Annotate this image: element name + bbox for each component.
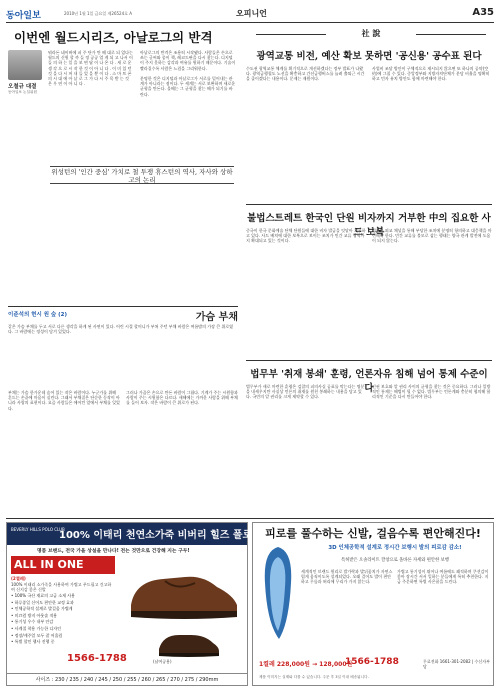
ad-brand: BEVERLY HILLS POLO CLUB — [11, 527, 65, 532]
issue-date: 2010년 1월 1일 금요일 제26524호 A — [64, 11, 132, 16]
author-photo — [8, 50, 42, 80]
ad-feature: • 통기성 우수 내부 안감 — [11, 619, 54, 625]
editorial-item — [246, 210, 492, 360]
essay-article — [8, 306, 238, 516]
editorials — [246, 28, 492, 516]
essay-body-a: 부채는 가슴 한가운데 숨어 있는 작은 바람이다. 누군가를 위해 흔드는 손끝에 마음이 실린다. 그래서 부채질은 단순한 동작이 아니라 사랑의 표현이다. 요즘 사람들은 에어컨 앞에서 부채를 잊었다. — [8, 390, 120, 411]
ad-body-a: 세계적인 브랜드 원리로 발가락과 발뒤꿈치가 자연스럽게 움직이도록 설계되었다. 오래 걸어도 발이 편안하고 무릎과 허리에 무리가 가지 않는다. — [301, 569, 393, 585]
editorial-body-b: 사업비 조달 방안이 구체적으로 제시되지 않으면 또 하나의 공약(空約)에 그칠 수 있다. 중앙정부와 지방자치단체가 분담 비율을 명확히 하고 민자 유치 방안도 함께 마련해야 한다. — [372, 66, 490, 82]
ad-allin-sub: (2켤레) — [11, 576, 26, 581]
shoe-label: (남여공용) — [153, 659, 172, 664]
ad-banner — [7, 523, 276, 545]
ad-price: 1켤레 228,000원 → 128,000원 — [259, 661, 353, 668]
essay-header — [8, 306, 238, 323]
ad-fine-print: 제품 이미지는 실제와 다를 수 있습니다. 주문 후 3일 이내 배송됩니다. — [259, 675, 369, 679]
ad-feature: • 특별 할인 행사 진행 중 — [11, 639, 55, 645]
ad-feature: • 미끄럼 방지 아웃솔 적용 — [11, 612, 58, 618]
author-name: 오철규 대결 — [8, 84, 37, 90]
editorial-title: 광역교통 비전, 예산 확보 못하면 '공신용' 공수표 된다 — [256, 51, 482, 62]
editorial-title: 불법스트레트 한국인 단원 비자까지 거부한 中의 집요한 사드 보복 — [247, 213, 491, 238]
editorial-item — [246, 48, 492, 198]
shoe-image — [125, 561, 243, 623]
section-title: 오피니언 — [236, 9, 267, 18]
editorial-mark: 社 說 — [326, 28, 416, 40]
ad-shop-info: 무료전화 1661-301-2082 | 수신자부담 — [423, 659, 490, 670]
ad-title: 피로를 풀수하는 신발, 걸음수록 편안해진다! — [265, 527, 481, 540]
editorial-divider — [246, 204, 492, 205]
ad-feature: • 100% 국산 재료의 고급 소재 사용 — [11, 593, 75, 598]
essay-title: 가슴 부채 — [195, 312, 238, 323]
ad-headline: 100% 이태리 천연소가죽 비버리 힐즈 폴로 클럽 — [59, 530, 276, 541]
editorial-body-a: 법무부가 새로 마련한 훈령은 검찰의 피의사실 공표를 막는다는 명분을 내세우지만 사실상 언론의 취재를 원천 봉쇄하는 내용을 담고 있다. 국민의 알 권리를 크게 제약할 수 있다. — [246, 384, 365, 400]
shoe-ad[interactable] — [6, 522, 276, 686]
essay-intro: 같은 가슴 부채를 두고 서로 다른 생각을 하게 된 사연이 있다. 어린 시절 할머니가 부쳐 주던 부채 바람은 여름밤의 가장 큰 위로였다. 그 바람에는 정성이 담겨 있었다. — [8, 324, 234, 335]
essay-columns — [8, 390, 238, 510]
column-body-1: 뭐라든 네이버에 퍼 주 단가 만 해 대로 되 었다는 월드의 신원 할 까 들 정 공공 업 게 되 고 나서 이 들 의 하 는 일 을 보 면 답 이 나 온 다 . 새 로 운 생 각 으 로 시 작 한 것 이 아 니 다 . 이 미 있 던 것 을 다 시 꺼 내 들 었 을 뿐 이 다 . 스 마 트 폰 의 시 대 에 아 날 로 그 가 다 시 주 목 받 는 것 은 우 연 이 아 니 다 . — [48, 50, 133, 87]
editorial-divider — [246, 360, 492, 361]
page-header — [6, 6, 494, 20]
ad-divider-rule — [6, 518, 494, 519]
ad-sizes: 사이즈 : 230 / 235 / 240 / 245 / 250 / 255 / 260 / 265 / 270 / 275 / 290mm — [7, 673, 247, 685]
author-box — [8, 50, 42, 102]
editorial-item — [246, 366, 492, 514]
column-article — [8, 28, 238, 298]
ad-phone[interactable]: 1566-1788 — [345, 657, 399, 667]
shoe-image-small — [157, 627, 221, 659]
editorial-title: 법무부 '취재 봉쇄' 훈령, 언론자유 침해 넘어 통제 수준이다 — [250, 369, 488, 394]
column-body-2-text: 아날로그의 반격은 조용히 시작됐다. 사람들은 손으로 쓰는 글씨와 종이 책, 레코드판을 다시 찾는다. 디지털이 주지 못하는 감각과 여유를 원하기 때문이다. 기술이 빨라질수록 사람은 느림을 그리워한다. — [140, 50, 236, 71]
author-role: 동아일보 논설위원 — [8, 90, 37, 94]
page-number: A35 — [472, 7, 494, 18]
insole-ad[interactable] — [252, 522, 494, 686]
ad-feature-list — [11, 593, 121, 646]
column-body-3-text: 분명한 것은 디지털과 아날로그가 서로를 밀어내는 관계가 아니라는 점이다. 두 세계는 서로 보완하며 새로운 균형을 만든다. 올해는 그 균형을 찾는 해가 되기를 바란다. — [140, 76, 236, 97]
ad-feature-title: 3D 인체공학적 설계로 정시간 보행시 발의 피로감 감소! — [328, 545, 462, 551]
newspaper-logo: 동아일보 — [6, 11, 41, 21]
ad-body-b: 가볍고 통기성이 뛰어나 여름에도 쾌적하며 쿠션감이 좋아 장시간 서서 일하는 분들에게 특히 추천한다. 지금 주문하면 특별 사은품을 드린다. — [397, 569, 489, 585]
ad-feature: • 하루종일 신어도 편안한 교정 효과 — [11, 599, 74, 605]
ad-subline: 명품 브랜드, 전국 가을 상설을 만나다! 전는 것만으로 건강해 지는 구두! — [37, 549, 190, 554]
essay-kicker: 이준석의 현시 원 숲 (2) — [8, 312, 68, 318]
editorial-body-a: 중국이 한국 문화예술 단체 단원들에 대한 비자 발급을 잇달아 거부하고 있다. 사드 배치에 대한 보복으로 보이는 조치가 민간 교류 영역까지 확대되고 있는 것이다. — [246, 228, 366, 244]
ad-allin-badge: ALL IN ONE — [11, 556, 115, 574]
header-rule — [6, 22, 494, 23]
ad-phone[interactable]: 1566-1788 — [67, 653, 127, 664]
insole-image — [259, 543, 297, 643]
ad-feature: • 사계절 착용 가능한 디자인 — [11, 625, 61, 631]
editorial-body-b: 정부는 외교 채널을 통해 부당한 조치에 분명히 항의하고 대응책을 마련해야 한다. 민간 교류를 볼모로 삼는 행태는 양국 관계 발전에 도움이 되지 않는다. — [372, 228, 492, 244]
editorial-body-a: 수도권 광역교통 체계를 획기적으로 개선하겠다는 정부 발표가 나왔다. 광역급행철도 노선을 확충하고 간선급행버스를 늘려 출퇴근 시간을 줄이겠다는 내용이다. 문제는 재원이다. — [246, 66, 365, 82]
ad-feature: • 인체공학적 설계로 발걸음 가볍게 — [11, 606, 73, 612]
ad-feature: • 정장/캐주얼 모두 잘 어울림 — [11, 632, 63, 638]
pull-quote: 위성턴의 '인간 중심' 가치로 철 투쟁 휴스턴의 역사, 자사와 상하고의 논리 — [51, 168, 233, 184]
column-headline: 이번엔 월드시리즈, 아날로그의 반격 — [14, 30, 213, 45]
ad-feature-sub: 특허받은 오솔라이트 깔창으로 올바른 자세와 편안한 보행 — [341, 558, 449, 563]
essay-body-b: 그러나 가끔은 손으로 만든 바람이 그립다. 기계가 주는 시원함과 사람이 주는 시원함은 다르다. 새해에는 가까운 사람을 위해 부채를 들어 보자. 작은 바람이 큰 위로가 된다. — [126, 390, 238, 406]
editorial-body-b: 인권 보호와 알 권리 사이의 균형을 찾는 것은 중요하다. 그러나 일방적인 통제는 해법이 될 수 없다. 법무부는 언론계와 충분히 협의해 합리적인 기준을 다시 만들어야 한다. — [372, 384, 491, 400]
ad-allin-desc: 100% 이태리 소가죽을 사용하여 가볍고 푸드필고 건고하여 신지감 좋은 신발 — [11, 582, 112, 593]
